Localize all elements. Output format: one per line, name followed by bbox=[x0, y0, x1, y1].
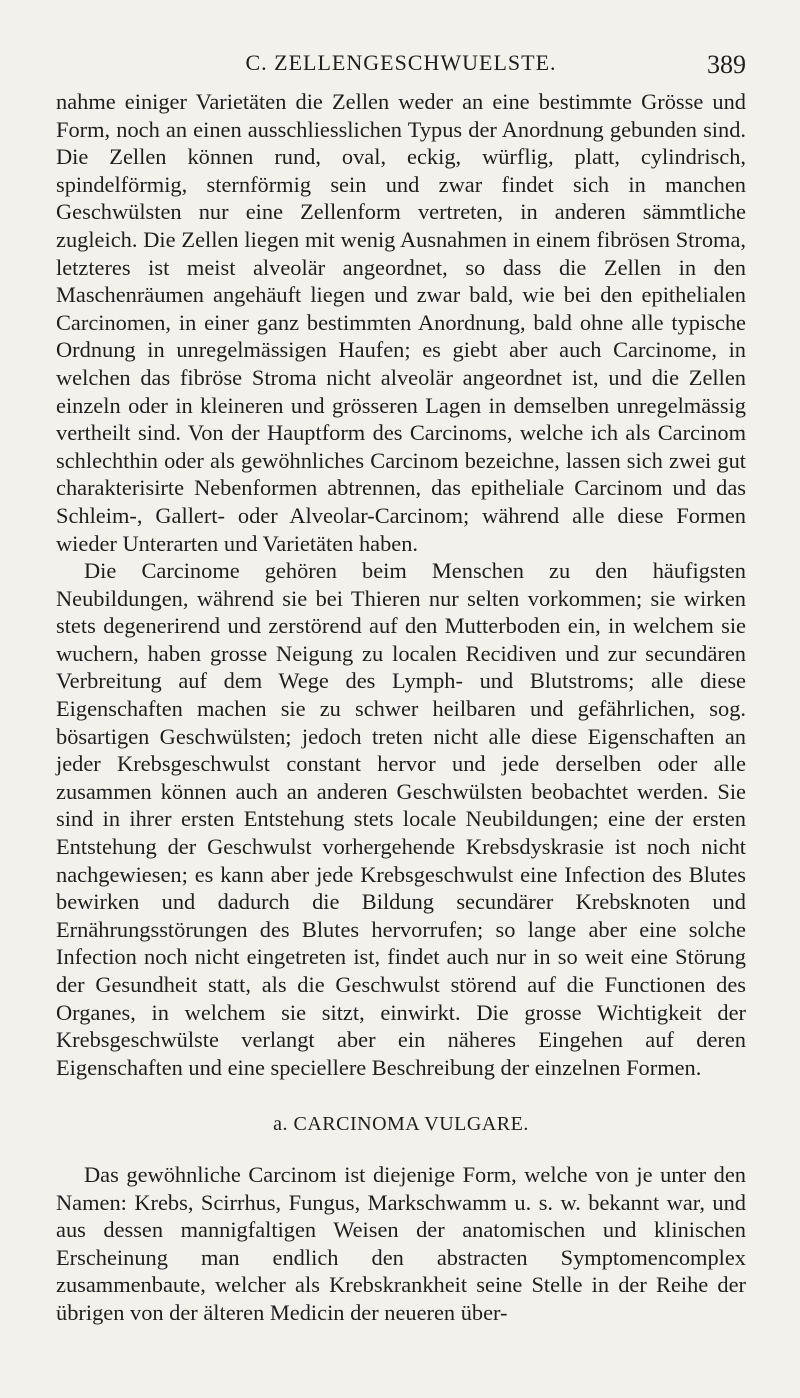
paragraph-carcinoma-vulgare: Das gewöhnliche Carcinom ist diejenige Form, welche von je unter den Namen: Krebs, Scirrhus, Fungus, Markschwamm u. s. w. bekannt war, und aus dessen mannigfaltigen Weisen der anatomischen und klinischen Erscheinung man endlich den abstracten Symptomencomplex zusammenbaute, welcher als Krebskrankheit seine Stelle in der Reihe der übrigen von der älteren Medicin der neueren über- bbox=[56, 1161, 746, 1325]
section-heading: a. CARCINOMA VULGARE. bbox=[273, 1113, 529, 1136]
paragraph-carcinome: Die Carcinome gehören beim Menschen zu den häufigsten Neubildungen, während sie bei Thieren nur selten vorkommen; sie wirken stets degenerirend und zerstörend auf den Mutterboden ein, in welchem sie wuchern, haben grosse Neigung zu localen Recidiven und zur secundären Verbreitung auf dem Wege des Lymph- und Blutstroms; alle diese Eigenschaften machen sie zu schwer heilbaren und gefährlichen, sog. bösartigen Geschwülsten; jedoch treten nicht alle diese Eigenschaften an jeder Krebsgeschwulst constant hervor und jede derselben oder alle zusammen können auch an anderen Geschwülsten beobachtet werden. Sie sind in ihrer ersten Entstehung stets locale Neubildungen; eine der ersten Entstehung der Geschwulst vorhergehende Krebsdyskrasie ist noch nicht nachgewiesen; es kann aber jede Krebsgeschwulst eine Infection des Blutes bewirken und dadurch die Bildung secundärer Krebsknoten und Ernährungsstörungen des Blutes hervorrufen; so lange aber eine solche Infection noch nicht eingetreten ist, findet auch nur in so weit eine Störung der Gesundheit statt, als die Geschwulst störend auf die Functionen des Organes, in welchem sie sitzt, einwirkt. Die grosse Wichtigkeit der Krebsgeschwülste verlangt aber ein näheres Eingehen auf deren Eigenschaften und eine speciellere Beschreibung der einzelnen Formen. bbox=[56, 558, 746, 1080]
page-header bbox=[56, 50, 746, 90]
running-head: C. ZELLENGESCHWUELSTE. bbox=[245, 50, 557, 75]
page-number: 389 bbox=[707, 50, 746, 79]
body-text bbox=[56, 88, 746, 1327]
paragraph-continued: nahme einiger Varietäten die Zellen weder an eine bestimmte Grösse und Form, noch an einen ausschliesslichen Typus der Anordnung gebunden sind. Die Zellen können rund, oval, eckig, würflig, platt, cylindrisch, spindelförmig, sternförmig sein und zwar findet sich in manchen Geschwülsten nur eine Zellenform vertreten, in anderen sämmtliche zugleich. Die Zellen liegen mit wenig Ausnahmen in einem fibrösen Stroma, letzteres ist meist alveolär angeordnet, so dass die Zellen in den Maschenräumen angehäuft liegen und zwar bald, wie bei den epithelialen Carcinomen, in einer ganz bestimmten Anordnung, bald ohne alle typische Ordnung in unregelmässigen Haufen; es giebt aber auch Carcinome, in welchen das fibröse Stroma nicht alveolär angeordnet ist, und die Zellen einzeln oder in kleineren und grösseren Lagen in demselben unregelmässig vertheilt sind. Von der Hauptform des Carcinoms, welche ich als Carcinom schlechthin oder als gewöhnliches Carcinom bezeichne, lassen sich zwei gut charakterisirte Nebenformen abtrennen, das epitheliale Carcinom und das Schleim-, Gallert- oder Alveolar-Carcinom; während alle diese Formen wieder Unterarten und Varietäten haben. bbox=[56, 89, 746, 556]
